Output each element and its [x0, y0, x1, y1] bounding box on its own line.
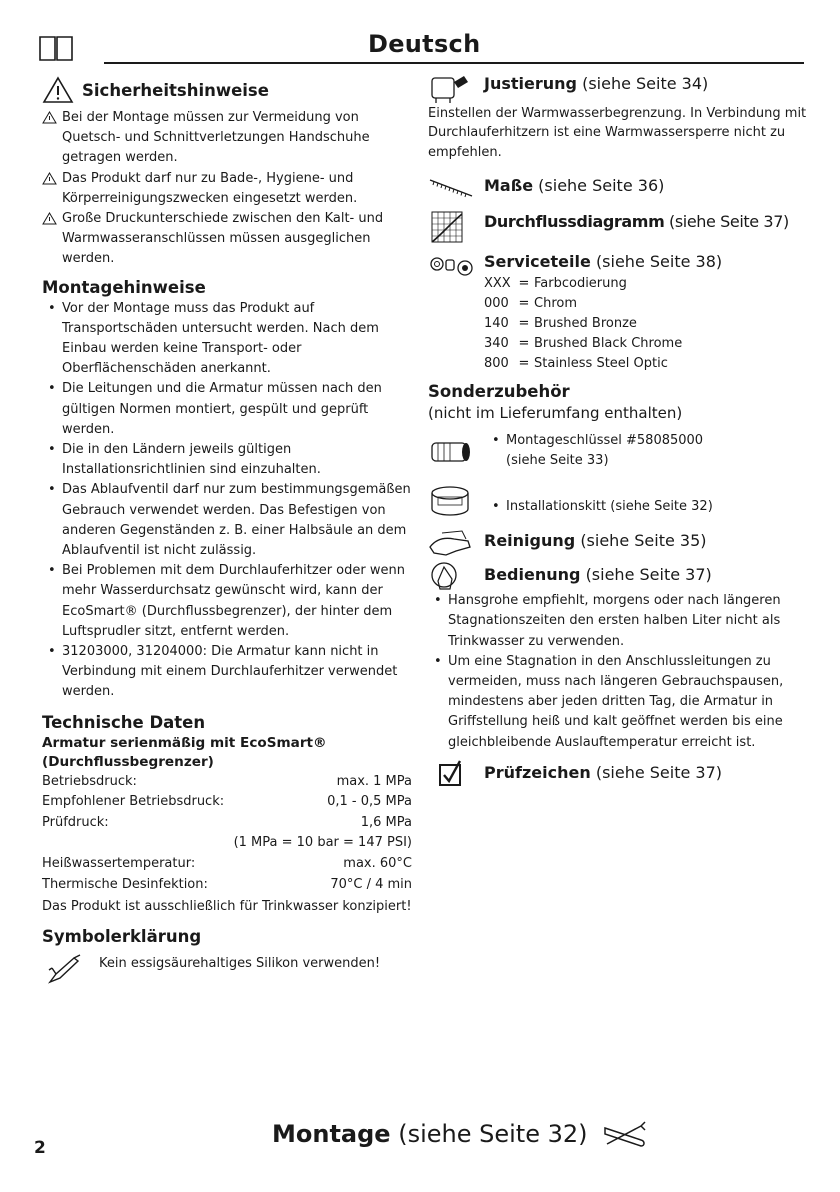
silicone-gun-icon	[46, 954, 82, 986]
adjust-heading	[428, 72, 808, 102]
adjust-text: Einstellen der Warmwasserbegrenzung. In Verbindung mit Durchlauferhitzern ist eine Warmwassersperre nicht zu empfehlen.	[428, 106, 807, 160]
tech-row: Betriebsdruck: max. 1 MPa	[42, 773, 412, 789]
flow-heading	[428, 210, 808, 242]
accessory-kit-row	[428, 483, 808, 523]
flow-diagram-icon	[428, 210, 464, 244]
warning-small-icon	[42, 111, 57, 124]
page-title: Deutsch	[368, 30, 481, 58]
code-row: 000 = Chrom	[484, 296, 577, 312]
safety-list	[42, 108, 412, 270]
code-row: 800 = Stainless Steel Optic	[484, 356, 668, 372]
tech-subtitle: Armatur serienmäßig mit EcoSmart® (Durchflussbegrenzer)	[42, 734, 327, 770]
tools-icon	[601, 1120, 647, 1150]
accessories-subtitle: (nicht im Lieferumfang enthalten)	[428, 404, 683, 423]
operation-list	[428, 591, 808, 753]
list-item: • Das Ablaufventil darf nur zum bestimmungsgemäßen Gebrauch verwendet werden. Das Befestigen von anderen Gegenständen z. B. einer Halbsäule an dem Ablaufventil ist nicht zulässig.	[42, 480, 412, 561]
cleaning-heading	[428, 529, 808, 561]
cleaning-hand-icon	[428, 525, 474, 561]
right-column	[428, 72, 808, 791]
test-mark-heading	[428, 761, 808, 791]
tech-row: Thermische Desinfektion: 70°C / 4 min	[42, 876, 412, 892]
symbol-row	[42, 952, 412, 992]
list-item: • Installationskitt (siehe Seite 32)	[486, 497, 713, 517]
tech-row: (1 MPa = 10 bar = 147 PSI)	[233, 835, 412, 851]
safety-item: Das Produkt darf nur zu Bade-, Hygiene- und Körperreinigungszwecken eingesetzt werden.	[42, 169, 412, 209]
list-item: • Die Leitungen und die Armatur müssen nach den gültigen Normen montiert, gespült und geprüft werden.	[42, 379, 412, 440]
list-item: • Um eine Stagnation in den Anschlussleitungen zu vermeiden, muss nach längeren Gebrauchspausen, mindestens aber jeden dritten Tag, die Armatur in Griffstellung heiß und kalt geöffnet werden bis eine gleichbleibende Auslauftemperatur erreicht ist.	[428, 652, 808, 753]
tech-title: Technische Daten	[42, 712, 206, 732]
ruler-icon	[428, 176, 474, 200]
service-title-line: Serviceteile (siehe Seite 38)	[484, 252, 723, 272]
service-parts-icon	[428, 252, 474, 280]
test-mark-title-line: Prüfzeichen (siehe Seite 37)	[484, 762, 723, 782]
safety-item: Bei der Montage müssen zur Vermeidung von Quetsch- und Schnittverletzungen Handschuhe getragen werden.	[42, 108, 412, 169]
dims-title-line: Maße (siehe Seite 36)	[484, 176, 665, 196]
warning-small-icon	[42, 212, 57, 225]
mounting-notes-title: Montagehinweise	[42, 277, 206, 297]
tech-row: Prüfdruck: 1,6 MPa	[42, 814, 412, 830]
list-item: • Hansgrohe empfiehlt, morgens oder nach längeren Stagnationszeiten den ersten halben Liter nicht als Trinkwasser zu verwenden.	[428, 591, 808, 652]
service-codes	[484, 274, 808, 374]
safety-item: Große Druckunterschiede zwischen den Kalt- und Warmwasseranschlüssen müssen ausgeglichen werden.	[42, 209, 412, 270]
accessory-key-row	[428, 431, 808, 479]
list-item: • 31203000, 31204000: Die Armatur kann nicht in Verbindung mit einem Durchlauferhitzer verwendet werden.	[42, 642, 412, 703]
mounting-notes-list	[42, 299, 412, 703]
flow-title-line: Durchflussdiagramm (siehe Seite 37)	[484, 212, 789, 232]
service-block	[428, 250, 808, 374]
tech-row: Heißwassertemperatur: max. 60°C	[42, 856, 412, 872]
warning-small-icon	[42, 172, 57, 185]
montage-title: Montage	[272, 1120, 391, 1148]
adjust-hand-icon	[428, 70, 472, 104]
warning-icon	[42, 76, 74, 104]
operation-hand-icon	[428, 559, 464, 593]
code-row: XXX = Farbcodierung	[484, 276, 627, 292]
tech-table	[42, 772, 412, 896]
safety-heading	[42, 74, 412, 106]
mounting-key-icon	[428, 435, 474, 469]
silicone-text: Kein essigsäurehaltiges Silikon verwenden!	[99, 955, 381, 971]
cleaning-title-line: Reinigung (siehe Seite 35)	[484, 531, 707, 551]
list-item: • Vor der Montage muss das Produkt auf Transportschäden untersucht werden. Nach dem Einbau werden keine Transport- oder Oberflächenschäden anerkannt.	[42, 299, 412, 380]
safety-title: Sicherheitshinweise	[82, 80, 269, 100]
list-item: • Montageschlüssel #58085000 (siehe Seite 33)	[486, 431, 703, 471]
adjust-title-line: Justierung (siehe Seite 34)	[484, 74, 709, 93]
checkbox-icon	[438, 759, 464, 787]
accessory-key-list	[486, 431, 703, 471]
left-column	[42, 74, 412, 992]
operation-heading	[428, 563, 808, 591]
code-row: 140 = Brushed Bronze	[484, 316, 637, 332]
tech-note: Das Produkt ist ausschließlich für Trinkwasser konzipiert!	[42, 899, 412, 915]
page-number: 2	[34, 1138, 46, 1158]
montage-footer	[272, 1120, 647, 1150]
book-icon	[38, 34, 74, 62]
installation-kit-icon	[428, 483, 472, 519]
accessory-kit-list	[486, 497, 713, 517]
operation-title-line: Bedienung (siehe Seite 37)	[484, 565, 712, 585]
symbols-title: Symbolerklärung	[42, 926, 202, 946]
tech-row: Empfohlener Betriebsdruck: 0,1 - 0,5 MPa	[42, 794, 412, 810]
code-row: 340 = Brushed Black Chrome	[484, 336, 683, 352]
montage-ref: (siehe Seite 32)	[398, 1120, 588, 1148]
accessories-title: Sonderzubehör	[428, 382, 570, 402]
list-item: • Die in den Ländern jeweils gültigen Installationsrichtlinien sind einzuhalten.	[42, 440, 412, 480]
list-item: • Bei Problemen mit dem Durchlauferhitzer oder wenn mehr Wasserdurchsatz gewünscht wird, kann der EcoSmart® (Durchflussbegrenzer), der hinter dem Luftsprudler sitzt, entfernt werden.	[42, 561, 412, 642]
header-rule	[104, 62, 804, 64]
dims-heading	[428, 174, 808, 202]
